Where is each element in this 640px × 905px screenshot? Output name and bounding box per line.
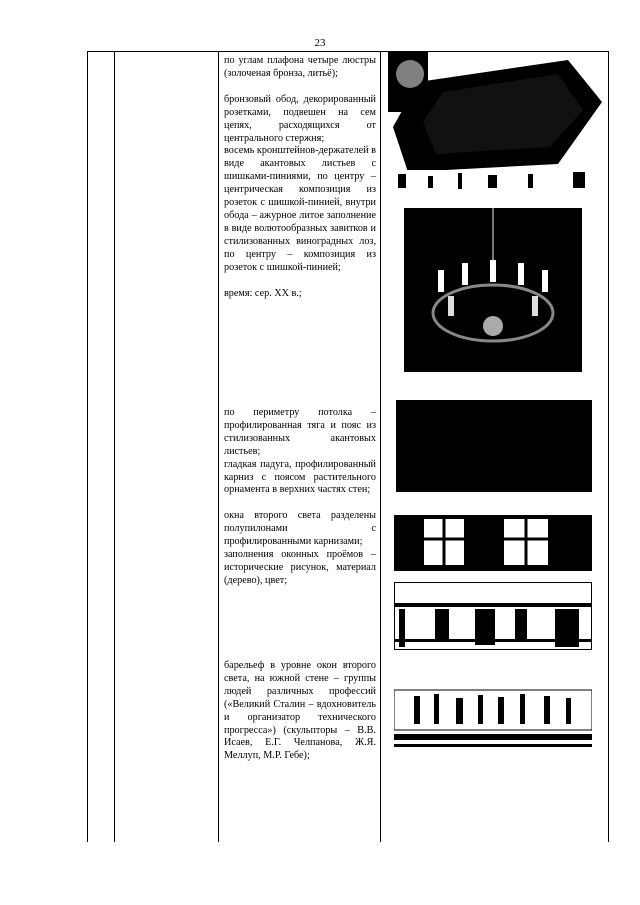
ceiling-plafond-photo	[388, 52, 602, 194]
paragraph: по углам плафона четыре люстры (золоченая бронза, литьё);	[224, 55, 376, 79]
description-block-bas-relief	[224, 660, 376, 763]
paragraph: по периметру потолка – профилированная тяга и пояс из стилизованных акантовых листьев;	[224, 407, 376, 457]
description-block-ceiling-walls	[224, 407, 376, 588]
paragraph: барельеф в уровне окон второго света, на южной стене – группы людей различных профессий («Великий Сталин – вдохновитель и организатор технического прогресса») (скульпторы – В.В. Исаев, Е.Г. Челпанова, Ж.Я. Меллуп, М.Р. Гебе);	[224, 660, 376, 762]
paragraph: бронзовый обод, декорированный розетками, подвешен на сем цепях, расходящихся от центрального стержня;	[224, 93, 376, 144]
page-number: 23	[314, 37, 326, 49]
ceiling-cornice-photo	[396, 400, 592, 492]
table-column-divider	[114, 51, 115, 842]
paragraph: гладкая падуга, профилированный карниз с поясом растительного орнамента в верхних частях стен;	[224, 458, 376, 496]
spacer	[224, 275, 376, 288]
paragraph: восемь кронштейнов-держателей в виде акантовых листьев с шишками-пиниями, по центру – центрическая композиция из розеток с шишкой-пинией, внутри обода – ажурное литое заполнение в виде волютообразных завитков и стилизованных виноградных лоз, по центру – композиция из розеток с шишкой-пинией;	[224, 145, 376, 273]
spacer	[224, 497, 376, 510]
table-column-divider	[380, 51, 381, 842]
bas-relief-photo	[394, 684, 592, 756]
windows-photo	[394, 505, 592, 571]
chandelier-photo	[404, 208, 582, 372]
paragraph: время: сер. XX в.;	[224, 287, 302, 299]
paragraph: окна второго света разделены полупилонами с профилированными карнизами;	[224, 510, 376, 548]
description-block-chandeliers	[224, 55, 376, 300]
hall-interior-photo	[394, 582, 592, 650]
paragraph: заполнения оконных проёмов – исторические рисунок, материал (дерево), цвет;	[224, 549, 376, 586]
table-column-divider	[218, 51, 219, 842]
spacer	[224, 81, 376, 94]
